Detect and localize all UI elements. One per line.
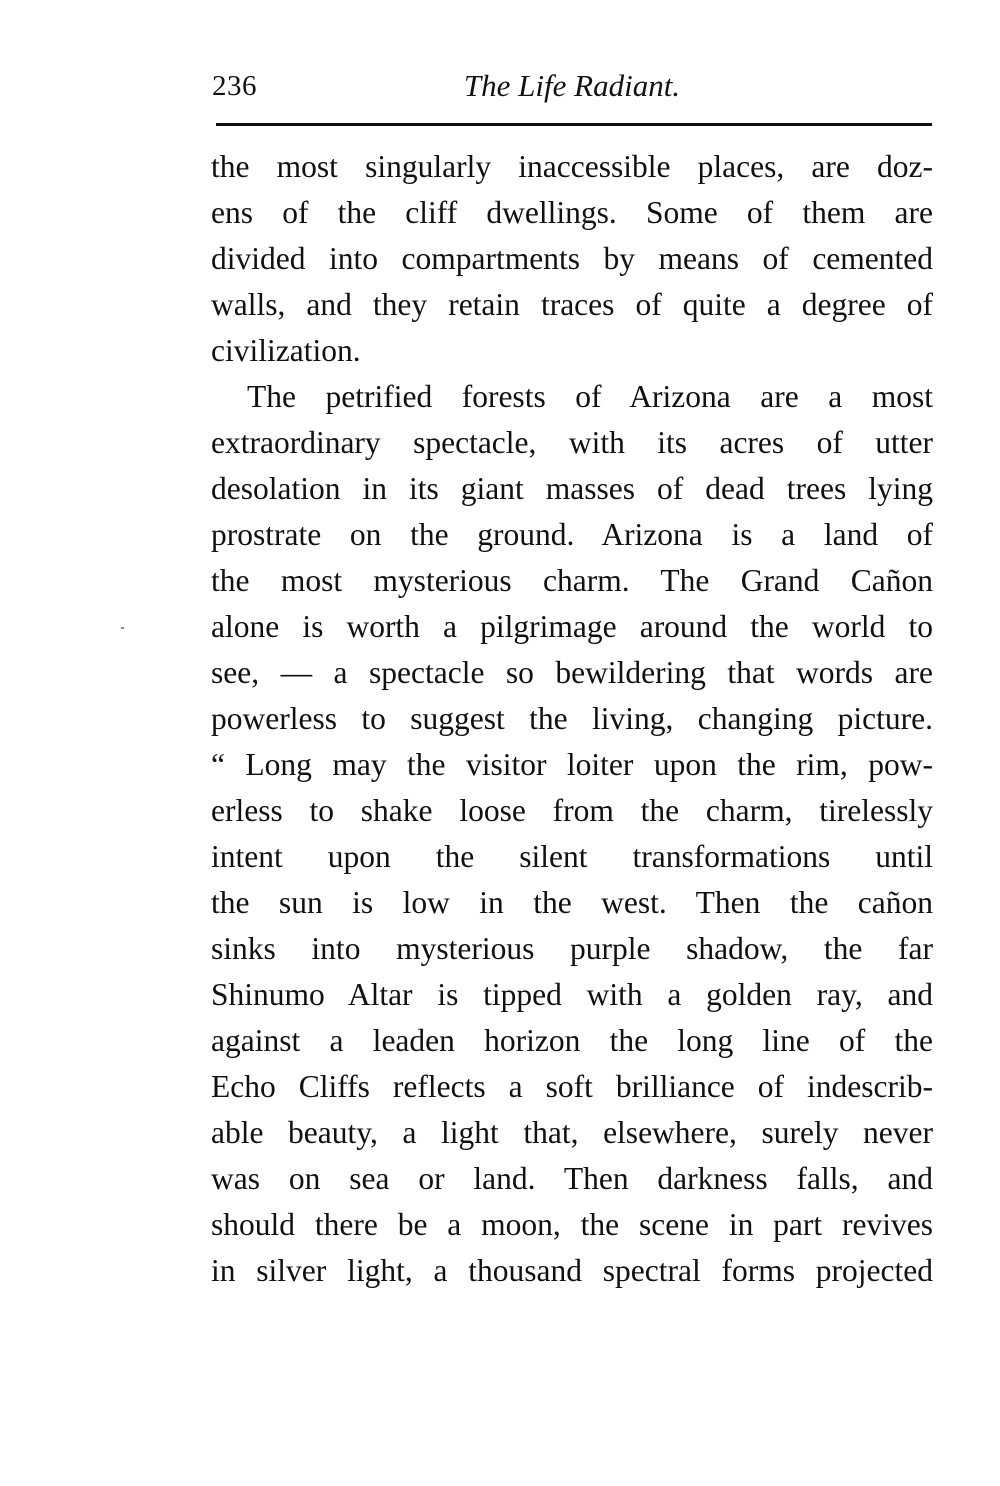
page-number: 236 bbox=[212, 70, 257, 102]
text-line: the most mysterious charm. The Grand Cañon bbox=[211, 563, 933, 598]
running-title: The Life Radiant. bbox=[463, 68, 681, 103]
text-line: walls, and they retain traces of quite a degree of bbox=[211, 287, 933, 322]
text-line: see, — a spectacle so bewildering that words are bbox=[211, 655, 933, 690]
margin-speck bbox=[121, 627, 124, 629]
body-text bbox=[211, 144, 933, 1294]
text-line: Echo Cliffs reflects a soft brilliance of indescrib- bbox=[211, 1069, 933, 1104]
text-line: sinks into mysterious purple shadow, the far bbox=[211, 931, 933, 966]
text-line: erless to shake loose from the charm, tirelessly bbox=[211, 793, 933, 828]
text-line: powerless to suggest the living, changing picture. bbox=[211, 701, 933, 736]
text-line: extraordinary spectacle, with its acres of utter bbox=[211, 425, 933, 460]
text-line: alone is worth a pilgrimage around the world to bbox=[211, 609, 933, 644]
text-line: ens of the cliff dwellings. Some of them are bbox=[211, 195, 933, 230]
text-line: against a leaden horizon the long line of the bbox=[211, 1023, 933, 1058]
text-line: civilization. bbox=[211, 333, 361, 368]
paragraph-start-line: The petrified forests of Arizona are a most bbox=[247, 379, 933, 414]
text-line: in silver light, a thousand spectral forms projected bbox=[211, 1253, 933, 1288]
text-line: prostrate on the ground. Arizona is a land of bbox=[211, 517, 933, 552]
text-line: was on sea or land. Then darkness falls, and bbox=[211, 1161, 933, 1196]
running-head bbox=[212, 66, 932, 106]
text-line: able beauty, a light that, elsewhere, surely never bbox=[211, 1115, 933, 1150]
text-line: divided into compartments by means of cemented bbox=[211, 241, 933, 276]
text-line: desolation in its giant masses of dead trees lying bbox=[211, 471, 933, 506]
text-line: Shinumo Altar is tipped with a golden ray, and bbox=[211, 977, 933, 1012]
text-line: “ Long may the visitor loiter upon the rim, pow- bbox=[211, 747, 933, 782]
text-line: the most singularly inaccessible places, are doz- bbox=[211, 149, 933, 184]
text-line: should there be a moon, the scene in part revives bbox=[211, 1207, 933, 1242]
header-rule bbox=[216, 123, 932, 126]
text-line: the sun is low in the west. Then the cañon bbox=[211, 885, 933, 920]
text-line: intent upon the silent transformations until bbox=[211, 839, 933, 874]
